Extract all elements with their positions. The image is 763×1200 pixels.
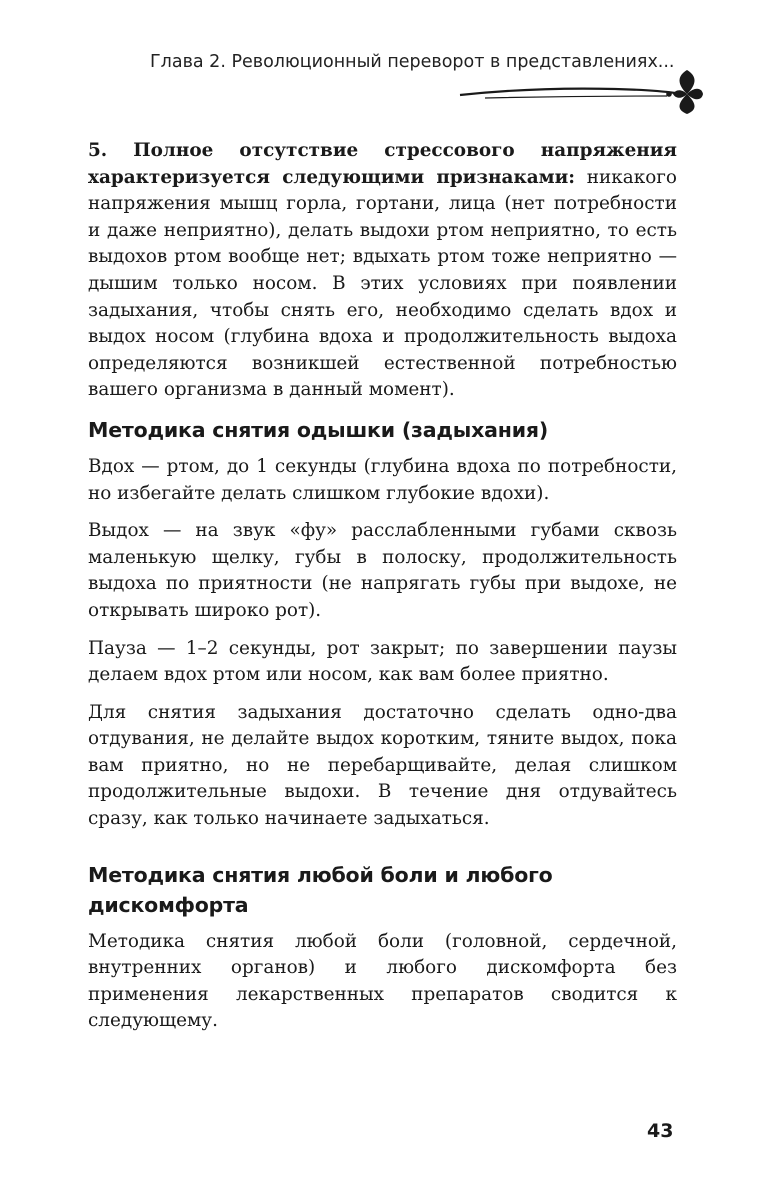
paragraph-5-lead: 5. Полное отсутствие стрессового напряжения характеризуется следующими признаками: bbox=[88, 140, 677, 188]
paragraph-inhale: Вдох — ртом, до 1 секунды (глубина вдоха по потребности, но избегайте делать слишком глубокие вдохи). bbox=[88, 455, 677, 504]
paragraph-5 bbox=[88, 138, 677, 404]
paragraph-exhale: Выдох — на звук «фу» расслабленными губами сквозь маленькую щелку, губы в полоску, продолжительность выдоха по приятности (не напрягать губы при выдохе, не открывать широко рот). bbox=[88, 520, 677, 621]
section-heading-pain: Методика снятия любой боли и любого дискомфорта bbox=[88, 862, 553, 917]
section-heading-dyspnea: Методика снятия одышки (задыхания) bbox=[88, 417, 548, 442]
paragraph-pain-method: Методика снятия любой боли (головной, сердечной, внутренних органов) и любого дискомфорта без применения лекарственных препаратов сводится к следующему. bbox=[88, 930, 677, 1032]
running-header: Глава 2. Революционный переворот в представлениях... bbox=[150, 52, 675, 72]
page-number: 43 bbox=[647, 1120, 674, 1142]
paragraph-advice: Для снятия задыхания достаточно сделать одно-два отдувания, не делайте выдох коротким, тяните выдох, пока вам приятно, но не перебарщивайте, делая слишком продолжительные выдохи. В течение дня отдувайтесь сразу, как только начинаете задыхаться. bbox=[88, 701, 677, 830]
page-body bbox=[88, 138, 677, 1046]
paragraph-pause: Пауза — 1–2 секунды, рот закрыт; по завершении паузы делаем вдох ртом или носом, как вам более приятно. bbox=[88, 637, 677, 686]
floral-flourish-icon bbox=[455, 66, 705, 116]
paragraph-5-text: никакого напряжения мышц горла, гортани, лица (нет потребности и даже неприятно), делать выдохи ртом неприятно, то есть выдохов ртом вообще нет; вдыхать ртом тоже неприятно — дышим только носом. В этих условиях при появлении задыхания, чтобы снять его, необходимо сделать вдох и выдох носом (глубина вдоха и продолжительность выдоха определяются возникшей естественной потребностью вашего организма в данный момент). bbox=[88, 166, 678, 401]
